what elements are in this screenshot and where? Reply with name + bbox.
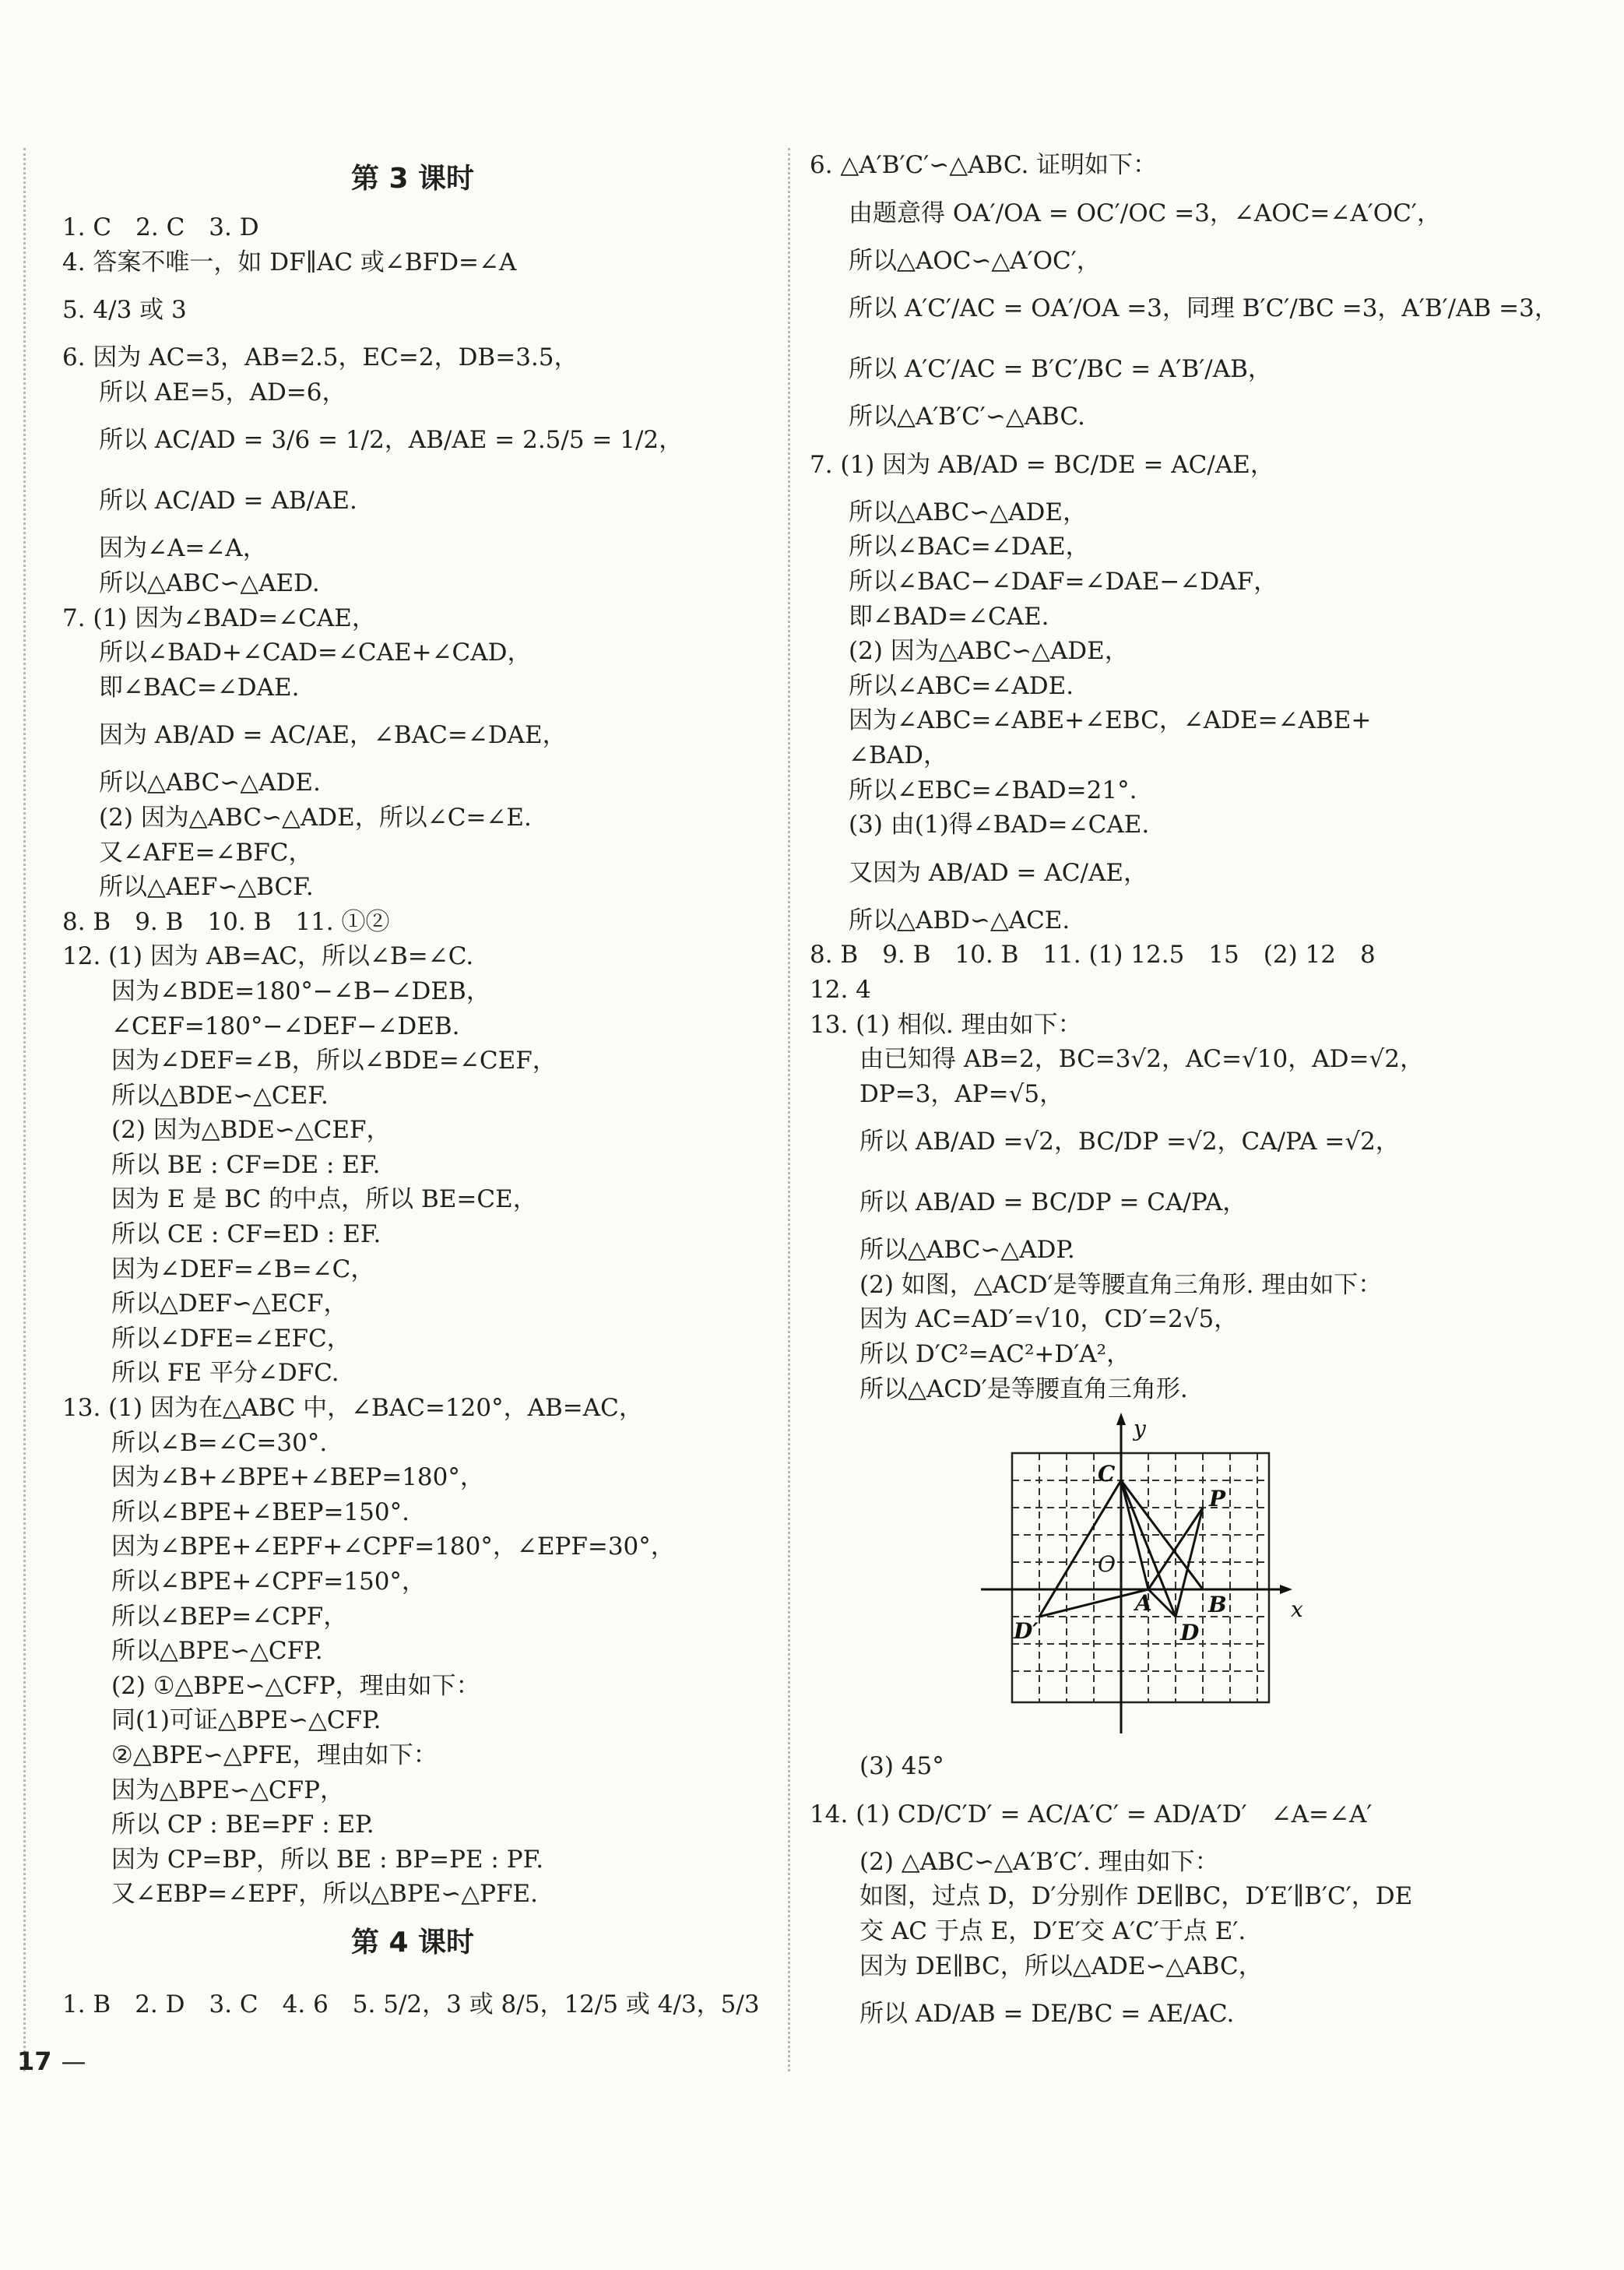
answer-line: 所以△ABC∽△ADP. (859, 1236, 1075, 1265)
answer-line: ∠CEF=180°−∠DEF−∠DEB. (111, 1012, 460, 1040)
answer-line: ②△BPE∽△PFE，理由如下： (111, 1740, 438, 1769)
answer-line: (2) 因为△BDE∽△CEF， (111, 1116, 391, 1145)
answer-line: 所以△AOC∽△A′OC′， (849, 246, 1101, 275)
footer-dash: — (61, 2047, 86, 2076)
answer-line: 交 AC 于点 E，D′E′交 A′C′于点 E′. (859, 1917, 1246, 1946)
point-d-prime-label: D′ (1014, 1618, 1039, 1645)
answer-line: 8. B 9. B 10. B 11. ①② (62, 907, 390, 936)
answer-line: 因为 AB/AD = AC/AE，∠BAC=∠DAE， (99, 721, 567, 750)
answer-line: 又因为 AB/AD = AC/AE， (849, 858, 1148, 887)
answer-line: 所以 AE=5，AD=6， (99, 378, 346, 406)
answer-line: 所以△ABC∽△ADE. (99, 769, 321, 797)
answer-line: 7. (1) 因为 AB/AD = BC/DE = AC/AE， (810, 450, 1274, 479)
left-margin-dotted-line (23, 148, 26, 2071)
answer-line: 所以∠B=∠C=30°. (111, 1428, 328, 1457)
coordinate-grid-figure (810, 1406, 1596, 1749)
answer-line: (2) △ABC∽△A′B′C′. 理由如下： (859, 1847, 1219, 1876)
answer-line: 因为 CP=BP，所以 BE : BP=PE : PF. (111, 1845, 544, 1874)
answer-line: 因为∠DEF=∠B，所以∠BDE=∠CEF， (111, 1047, 557, 1075)
answer-line: 因为 E 是 BC 的中点，所以 BE=CE， (111, 1185, 537, 1214)
point-c-label: C (1098, 1461, 1116, 1487)
section-title-lesson-4: 第 4 课时 (350, 1926, 475, 1959)
answer-line: 1. C 2. C 3. D (62, 213, 259, 241)
answer-line: (3) 45° (859, 1752, 944, 1781)
answer-line: 所以 FE 平分∠DFC. (111, 1359, 339, 1388)
answer-line: 同(1)可证△BPE∽△CFP. (111, 1706, 381, 1735)
answer-line: 因为∠B+∠BPE+∠BEP=180°， (111, 1463, 484, 1492)
answer-line: 所以△A′B′C′∽△ABC. (849, 403, 1085, 431)
answer-line: 因为 AC=AD′=√10，CD′=2√5， (859, 1305, 1239, 1334)
origin-label: O (1098, 1551, 1116, 1578)
page-number: 17 (17, 2047, 52, 2076)
y-axis-label: y (1134, 1416, 1146, 1442)
answer-line: 又∠AFE=∠BFC， (99, 838, 313, 867)
answer-line: (2) 因为△ABC∽△ADE， (849, 637, 1129, 666)
answer-line: 13. (1) 相似. 理由如下： (810, 1010, 1082, 1039)
answer-line: 所以 CP : BE=PF : EP. (111, 1811, 374, 1839)
answer-line: 1. B 2. D 3. C 4. 6 5. 5/2，3 或 8/5，12/5 或 4/3，5/3 (62, 1990, 760, 2018)
answer-line: 所以△AEF∽△BCF. (99, 873, 314, 902)
y-axis-arrow (1116, 1413, 1126, 1425)
answer-line: 由已知得 AB=2，BC=3√2，AC=√10，AD=√2， (859, 1045, 1424, 1074)
answer-line: 所以 AB/AD =√2，BC/DP =√2，CA/PA =√2， (859, 1128, 1400, 1156)
answer-line: 所以 D′C²=AC²+D′A²， (859, 1340, 1131, 1369)
answer-line: 所以 BE : CF=DE : EF. (111, 1150, 381, 1179)
answer-line: 所以∠DFE=∠EFC， (111, 1324, 351, 1353)
answer-line: 8. B 9. B 10. B 11. (1) 12.5 15 (2) 12 8 (810, 941, 1376, 970)
answer-line: 由题意得 OA′/OA = OC′/OC =3，∠AOC=∠A′OC′， (849, 199, 1441, 227)
answer-line: 6. 因为 AC=3，AB=2.5，EC=2，DB=3.5， (62, 343, 578, 372)
answer-line: 所以∠BAC=∠DAE， (849, 533, 1090, 561)
answer-line: 12. (1) 因为 AB=AC，所以∠B=∠C. (62, 942, 474, 971)
answer-line: 所以△DEF∽△ECF， (111, 1290, 348, 1318)
answer-line: 所以∠ABC=∠ADE. (849, 671, 1074, 700)
answer-line: 5. 4/3 或 3 (62, 296, 187, 325)
answer-line: 即∠BAC=∠DAE. (99, 673, 300, 702)
point-b-label: B (1208, 1592, 1227, 1618)
point-a-label: A (1135, 1590, 1152, 1617)
answer-line: 因为△BPE∽△CFP， (111, 1776, 345, 1804)
answer-line: 所以 AB/AD = BC/DP = CA/PA， (859, 1188, 1247, 1217)
section-title-lesson-3: 第 3 课时 (350, 163, 475, 195)
point-p-label: P (1209, 1486, 1226, 1512)
answer-line: 所以△ACD′是等腰直角三角形. (859, 1374, 1188, 1403)
answer-line: 14. (1) CD/C′D′ = AC/A′C′ = AD/A′D′ ∠A=∠A′ (810, 1800, 1373, 1828)
answer-line: (3) 由(1)得∠BAD=∠CAE. (849, 811, 1150, 839)
answer-line: 所以△BPE∽△CFP. (111, 1637, 323, 1666)
answer-line: 所以△ABC∽△AED. (99, 568, 320, 597)
answer-line: 所以∠BPE+∠BEP=150°. (111, 1497, 410, 1526)
answer-line: 因为∠BPE+∠EPF+∠CPF=180°，∠EPF=30°， (111, 1533, 675, 1561)
answer-line: 因为 DE∥BC，所以△ADE∽△ABC， (859, 1951, 1263, 1980)
answer-line: (2) 如图，△ACD′是等腰直角三角形. 理由如下： (859, 1270, 1383, 1299)
answer-line: 所以 A′C′/AC = OA′/OA =3，同理 B′C′/BC =3，A′B′/AB =3， (849, 294, 1559, 323)
answer-line: 6. △A′B′C′∽△ABC. 证明如下： (810, 151, 1158, 179)
answer-line: 所以∠BEP=∠CPF， (111, 1602, 348, 1631)
answer-line: 7. (1) 因为∠BAD=∠CAE， (62, 604, 376, 632)
answer-line: 4. 答案不唯一，如 DF∥AC 或∠BFD=∠A (62, 248, 517, 276)
left-column (62, 148, 763, 2035)
answer-line: 所以 CE : CF=ED : EF. (111, 1220, 381, 1249)
x-axis-label: x (1291, 1596, 1303, 1623)
answer-line: 所以△BDE∽△CEF. (111, 1081, 329, 1110)
answer-line: 12. 4 (810, 975, 871, 1004)
answer-line: 因为∠BDE=180°−∠B−∠DEB， (111, 977, 490, 1005)
answer-line: 所以△ABC∽△ADE， (849, 498, 1087, 526)
right-column (810, 148, 1596, 2044)
answer-line: 所以∠BAD+∠CAD=∠CAE+∠CAD， (99, 639, 532, 667)
x-axis-arrow (1280, 1585, 1292, 1594)
answer-line: (2) ①△BPE∽△CFP，理由如下： (111, 1671, 480, 1700)
answer-line: 因为∠A=∠A， (99, 534, 267, 563)
answer-line: 即∠BAD=∠CAE. (849, 602, 1049, 631)
answer-line: 如图，过点 D，D′分别作 DE∥BC，D′E′∥B′C′，DE (859, 1882, 1413, 1911)
answer-line: 所以 AC/AD = AB/AE. (99, 487, 357, 516)
answer-line: 又∠EBP=∠EPF，所以△BPE∽△PFE. (111, 1880, 538, 1909)
answer-line: DP=3，AP=√5， (859, 1079, 1064, 1108)
answer-line: (2) 因为△ABC∽△ADE，所以∠C=∠E. (99, 803, 532, 832)
column-divider (788, 148, 790, 2071)
answer-line: 所以 AC/AD = 3/6 = 1/2，AB/AE = 2.5/5 = 1/2， (99, 426, 684, 455)
page-footer (17, 2047, 86, 2076)
answer-line: 因为∠ABC=∠ABE+∠EBC，∠ADE=∠ABE+ (849, 706, 1372, 735)
answer-line: 所以∠BAC−∠DAF=∠DAE−∠DAF， (849, 567, 1278, 596)
answer-line: 所以△ABD∽△ACE. (849, 906, 1070, 934)
grid-diagram (981, 1406, 1308, 1741)
answer-line: 所以 AD/AB = DE/BC = AE/AC. (859, 2000, 1235, 2029)
answer-line: ∠BAD， (849, 741, 947, 769)
answer-line: 13. (1) 因为在△ABC 中，∠BAC=120°，AB=AC， (62, 1394, 643, 1423)
answer-line: 因为∠DEF=∠B=∠C， (111, 1255, 375, 1283)
answer-line: 所以 A′C′/AC = B′C′/BC = A′B′/AB， (849, 355, 1272, 384)
answer-line: 所以∠BPE+∠CPF=150°， (111, 1568, 426, 1596)
point-d-label: D (1180, 1620, 1200, 1646)
answer-line: 所以∠EBC=∠BAD=21°. (849, 776, 1137, 804)
